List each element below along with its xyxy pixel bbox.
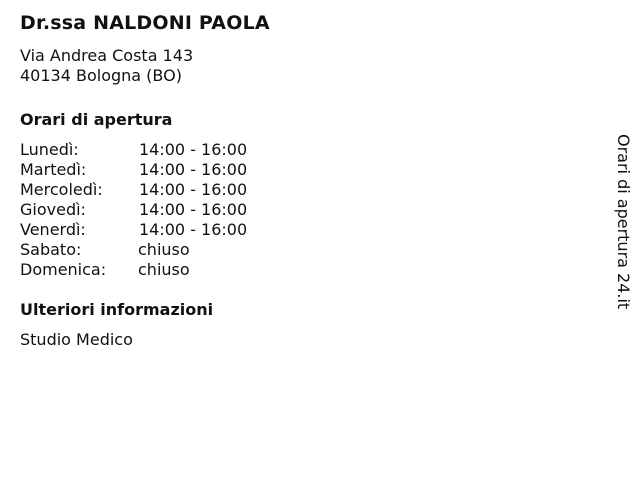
time-range: 14:00 - 16:00 (139, 200, 248, 219)
day-label: Lunedì: (20, 140, 79, 159)
day-label: Sabato: (20, 240, 82, 259)
hours-row-thursday (20, 200, 580, 220)
opening-hours-table (20, 140, 580, 280)
hours-row-monday (20, 140, 580, 160)
day-label: Venerdì: (20, 220, 86, 239)
more-info-heading: Ulteriori informazioni (20, 300, 214, 319)
hours-row-wednesday (20, 180, 580, 200)
time-range: 14:00 - 16:00 (139, 140, 248, 159)
time-range: chiuso (138, 260, 190, 279)
site-brand-watermark: Orari di apertura 24.it (614, 134, 633, 310)
day-label: Domenica: (20, 260, 107, 279)
time-range: 14:00 - 16:00 (139, 220, 248, 239)
time-range: chiuso (138, 240, 190, 259)
time-range: 14:00 - 16:00 (139, 180, 248, 199)
address-street: Via Andrea Costa 143 (20, 46, 194, 65)
time-range: 14:00 - 16:00 (139, 160, 248, 179)
day-label: Mercoledì: (20, 180, 103, 199)
hours-row-tuesday (20, 160, 580, 180)
hours-row-sunday (20, 260, 580, 280)
page-title: Dr.ssa NALDONI PAOLA (20, 12, 270, 34)
hours-row-friday (20, 220, 580, 240)
more-info-text: Studio Medico (20, 330, 133, 349)
day-label: Martedì: (20, 160, 87, 179)
business-card (20, 10, 580, 350)
address (20, 46, 580, 86)
hours-row-saturday (20, 240, 580, 260)
day-label: Giovedì: (20, 200, 86, 219)
opening-hours-heading: Orari di apertura (20, 110, 173, 129)
address-city: 40134 Bologna (BO) (20, 66, 182, 85)
